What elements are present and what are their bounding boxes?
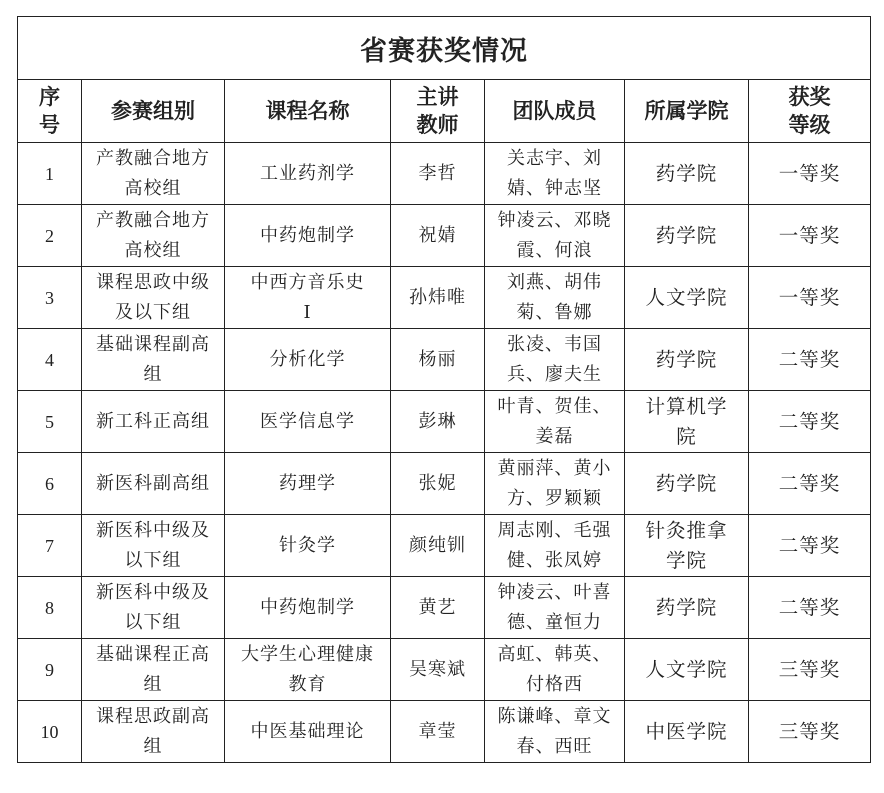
cell-team: 周志刚、毛强 健、张凤婷	[485, 515, 625, 577]
cell-course: 工业药剂学	[225, 143, 391, 205]
cell-team: 钟凌云、叶喜 德、童恒力	[485, 577, 625, 639]
cell-college: 人文学院	[625, 639, 749, 701]
cell-college: 药学院	[625, 205, 749, 267]
cell-course: 分析化学	[225, 329, 391, 391]
cell-lecturer: 吴寒斌	[391, 639, 485, 701]
cell-college: 针灸推拿 学院	[625, 515, 749, 577]
cell-lecturer: 祝婧	[391, 205, 485, 267]
cell-group: 产教融合地方 高校组	[82, 205, 225, 267]
table-row	[18, 205, 871, 267]
cell-team: 高虹、韩英、 付格西	[485, 639, 625, 701]
cell-group: 课程思政副高 组	[82, 701, 225, 763]
cell-lecturer: 黄艺	[391, 577, 485, 639]
cell-index: 6	[18, 453, 82, 515]
cell-lecturer: 李哲	[391, 143, 485, 205]
cell-group: 新工科正高组	[82, 391, 225, 453]
cell-course: 中西方音乐史 I	[225, 267, 391, 329]
table-row	[18, 515, 871, 577]
cell-group: 基础课程正高 组	[82, 639, 225, 701]
cell-award: 一等奖	[749, 267, 871, 329]
cell-award: 二等奖	[749, 453, 871, 515]
cell-award: 三等奖	[749, 701, 871, 763]
table-row	[18, 639, 871, 701]
cell-award: 一等奖	[749, 205, 871, 267]
cell-team: 叶青、贺佳、 姜磊	[485, 391, 625, 453]
cell-index: 8	[18, 577, 82, 639]
cell-team: 刘燕、胡伟 菊、鲁娜	[485, 267, 625, 329]
header-team: 团队成员	[485, 80, 625, 143]
cell-index: 9	[18, 639, 82, 701]
header-row	[18, 80, 871, 143]
cell-group: 产教融合地方 高校组	[82, 143, 225, 205]
cell-lecturer: 颜纯钏	[391, 515, 485, 577]
cell-team: 关志宇、刘 婧、钟志坚	[485, 143, 625, 205]
cell-lecturer: 杨丽	[391, 329, 485, 391]
cell-course: 药理学	[225, 453, 391, 515]
cell-index: 5	[18, 391, 82, 453]
cell-lecturer: 彭琳	[391, 391, 485, 453]
award-sheet	[17, 16, 870, 763]
cell-group: 新医科中级及 以下组	[82, 515, 225, 577]
cell-team: 黄丽萍、黄小 方、罗颖颖	[485, 453, 625, 515]
cell-index: 3	[18, 267, 82, 329]
cell-college: 药学院	[625, 143, 749, 205]
cell-index: 1	[18, 143, 82, 205]
header-index: 序 号	[18, 80, 82, 143]
cell-award: 三等奖	[749, 639, 871, 701]
table-row	[18, 701, 871, 763]
cell-college: 药学院	[625, 329, 749, 391]
table-row	[18, 329, 871, 391]
table-row	[18, 143, 871, 205]
cell-college: 计算机学 院	[625, 391, 749, 453]
cell-team: 张凌、韦国 兵、廖夫生	[485, 329, 625, 391]
header-course: 课程名称	[225, 80, 391, 143]
cell-group: 新医科副高组	[82, 453, 225, 515]
table-row	[18, 391, 871, 453]
title-row	[18, 17, 871, 80]
header-award: 获奖 等级	[749, 80, 871, 143]
cell-course: 中医基础理论	[225, 701, 391, 763]
cell-award: 二等奖	[749, 577, 871, 639]
cell-index: 2	[18, 205, 82, 267]
cell-award: 一等奖	[749, 143, 871, 205]
cell-award: 二等奖	[749, 329, 871, 391]
cell-award: 二等奖	[749, 391, 871, 453]
cell-index: 7	[18, 515, 82, 577]
cell-lecturer: 张妮	[391, 453, 485, 515]
cell-team: 钟凌云、邓晓 霞、何浪	[485, 205, 625, 267]
cell-team: 陈谦峰、章文 春、西旺	[485, 701, 625, 763]
cell-course: 中药炮制学	[225, 577, 391, 639]
cell-group: 新医科中级及 以下组	[82, 577, 225, 639]
award-table	[17, 16, 871, 763]
cell-group: 课程思政中级 及以下组	[82, 267, 225, 329]
cell-group: 基础课程副高 组	[82, 329, 225, 391]
cell-college: 药学院	[625, 577, 749, 639]
cell-lecturer: 孙炜唯	[391, 267, 485, 329]
table-title: 省赛获奖情况	[18, 17, 871, 80]
cell-course: 中药炮制学	[225, 205, 391, 267]
cell-course: 大学生心理健康 教育	[225, 639, 391, 701]
cell-college: 中医学院	[625, 701, 749, 763]
cell-index: 10	[18, 701, 82, 763]
cell-course: 针灸学	[225, 515, 391, 577]
header-group: 参赛组别	[82, 80, 225, 143]
cell-index: 4	[18, 329, 82, 391]
cell-award: 二等奖	[749, 515, 871, 577]
table-row	[18, 267, 871, 329]
cell-college: 药学院	[625, 453, 749, 515]
header-college: 所属学院	[625, 80, 749, 143]
cell-course: 医学信息学	[225, 391, 391, 453]
table-row	[18, 453, 871, 515]
cell-lecturer: 章莹	[391, 701, 485, 763]
table-row	[18, 577, 871, 639]
header-lecturer: 主讲 教师	[391, 80, 485, 143]
cell-college: 人文学院	[625, 267, 749, 329]
